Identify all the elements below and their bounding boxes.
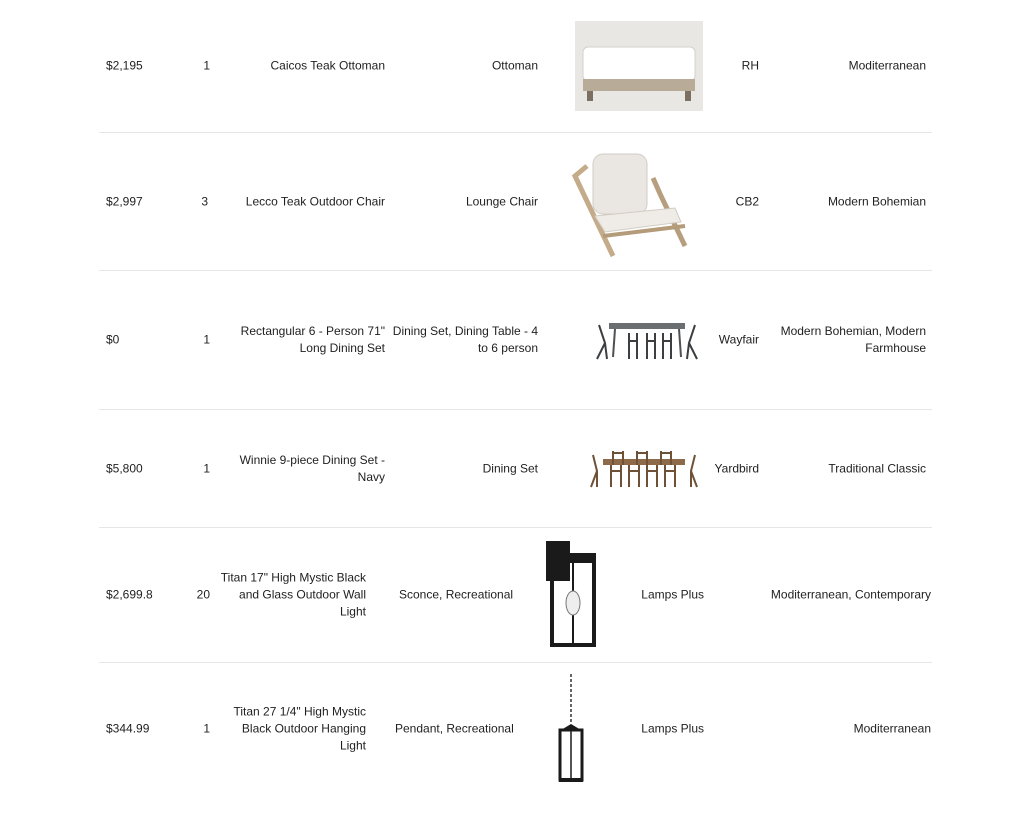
table-row[interactable] bbox=[99, 410, 932, 528]
table-row[interactable] bbox=[99, 271, 932, 410]
style: Traditional Classic bbox=[828, 461, 926, 475]
quantity: 1 bbox=[203, 58, 210, 73]
price: $2,997 bbox=[106, 194, 143, 208]
table-row[interactable] bbox=[99, 663, 932, 795]
style: Moditerranean, Contemporary bbox=[770, 587, 931, 602]
quantity: 20 bbox=[196, 587, 210, 602]
price: $344.99 bbox=[106, 721, 150, 736]
lounge-chair-image[interactable] bbox=[565, 146, 695, 258]
wall-sconce-image[interactable] bbox=[546, 541, 600, 649]
ottoman-image[interactable] bbox=[575, 21, 703, 111]
pendant-light-image[interactable] bbox=[557, 674, 585, 784]
product-name[interactable]: Titan 17" High Mystic Black and Glass Outdoor Wall Light bbox=[220, 570, 366, 619]
product-category: Dining Set, Dining Table - 4 to 6 person bbox=[392, 324, 538, 355]
product-category: Lounge Chair bbox=[465, 194, 538, 208]
style: Moditerranean bbox=[848, 58, 926, 73]
product-category: Ottoman bbox=[491, 58, 538, 73]
dining-set-image[interactable] bbox=[589, 449, 699, 489]
vendor: Yardbird bbox=[714, 461, 759, 475]
product-name[interactable]: Winnie 9-piece Dining Set - Navy bbox=[239, 452, 385, 484]
style: Modern Bohemian, Modern Farmhouse bbox=[780, 324, 926, 355]
price: $5,800 bbox=[106, 461, 143, 475]
quantity: 1 bbox=[203, 721, 210, 736]
vendor: RH bbox=[741, 58, 759, 73]
product-name[interactable]: Caicos Teak Ottoman bbox=[270, 58, 385, 73]
vendor: Lamps Plus bbox=[641, 721, 704, 736]
product-category: Pendant, Recreational bbox=[395, 721, 514, 736]
table-row[interactable] bbox=[99, 0, 932, 133]
table-row[interactable] bbox=[99, 133, 932, 271]
product-name[interactable]: Titan 27 1/4" High Mystic Black Outdoor Hanging Light bbox=[233, 704, 366, 753]
product-category: Dining Set bbox=[482, 461, 538, 475]
quantity: 1 bbox=[203, 461, 210, 475]
product-name[interactable]: Rectangular 6 - Person 71" Long Dining Set bbox=[240, 324, 385, 355]
style: Moditerranean bbox=[853, 721, 931, 736]
quantity: 3 bbox=[201, 194, 208, 208]
price: $0 bbox=[106, 332, 120, 347]
product-name[interactable]: Lecco Teak Outdoor Chair bbox=[245, 194, 385, 208]
price: $2,699.8 bbox=[106, 587, 153, 602]
vendor: CB2 bbox=[735, 194, 759, 208]
quantity: 1 bbox=[203, 332, 210, 347]
dining-set-image[interactable] bbox=[595, 319, 699, 361]
style: Modern Bohemian bbox=[827, 194, 926, 208]
vendor: Lamps Plus bbox=[641, 587, 704, 602]
vendor: Wayfair bbox=[718, 332, 759, 347]
table-row[interactable] bbox=[99, 528, 932, 663]
product-category: Sconce, Recreational bbox=[399, 587, 514, 602]
price: $2,195 bbox=[106, 58, 143, 73]
